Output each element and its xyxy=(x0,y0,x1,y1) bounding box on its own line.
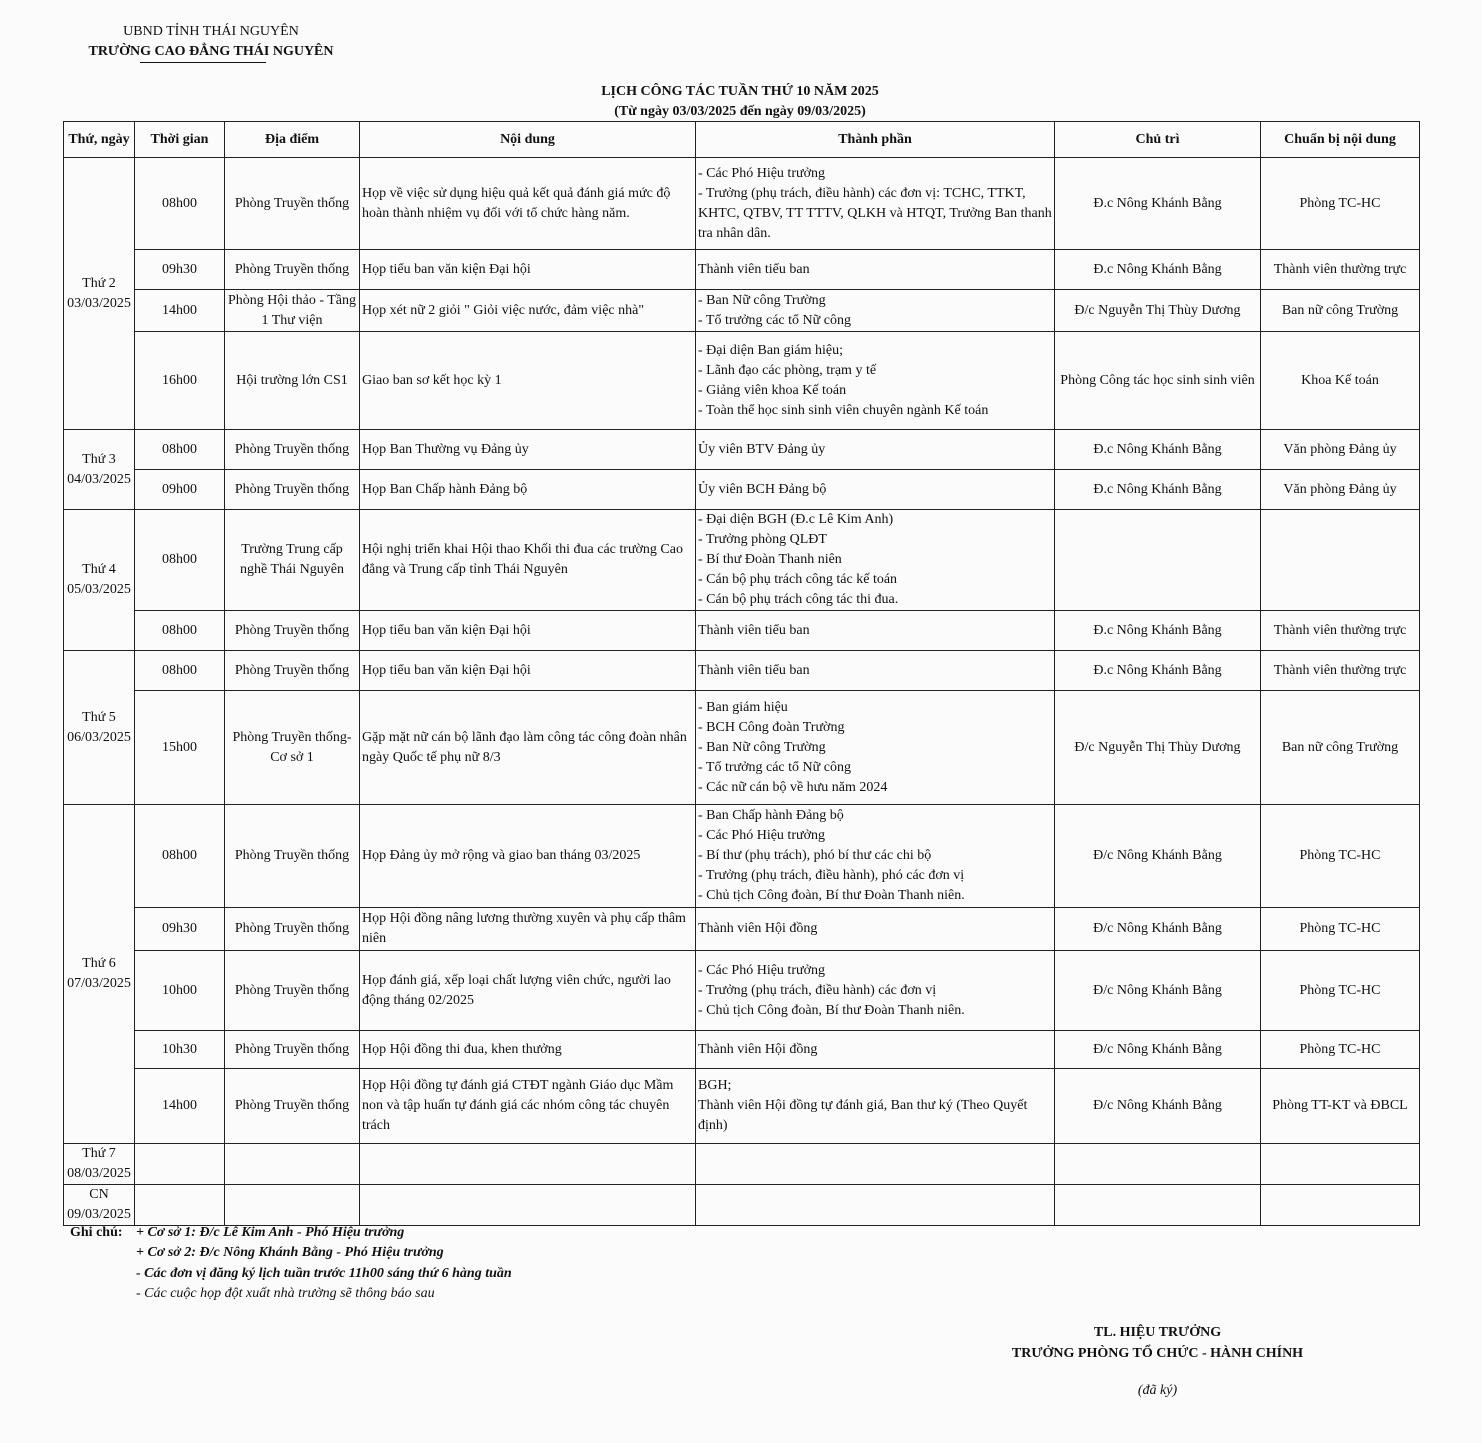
table-row xyxy=(64,332,1420,430)
content-cell: Họp tiểu ban văn kiện Đại hội xyxy=(360,250,696,290)
time-cell xyxy=(135,1144,225,1185)
table-row xyxy=(64,158,1420,250)
members-cell: - Ban Nữ công Trường - Tổ trưởng các tổ Nữ công xyxy=(696,290,1055,332)
time-cell: 08h00 xyxy=(135,805,225,908)
time-cell xyxy=(135,1185,225,1226)
header-underline xyxy=(140,62,266,63)
chair-cell: Đ/c Nông Khánh Bằng xyxy=(1055,951,1261,1031)
table-row xyxy=(64,290,1420,332)
document-title: LỊCH CÔNG TÁC TUẦN THỨ 10 NĂM 2025 xyxy=(601,84,879,99)
content-cell: Hội nghị triển khai Hội thao Khối thi đua các trường Cao đẳng và Trung cấp tỉnh Thái Nguyên xyxy=(360,510,696,611)
content-cell: Họp Hội đồng tự đánh giá CTĐT ngành Giáo dục Mầm non và tập huấn tự đánh giá các nhóm công tác chuyên trách xyxy=(360,1069,696,1144)
chair-cell: Đ.c Nông Khánh Bằng xyxy=(1055,158,1261,250)
members-cell: Ủy viên BCH Đảng bộ xyxy=(696,470,1055,510)
note-item: - Các đơn vị đăng ký lịch tuần trước 11h00 sáng thứ 6 hàng tuần xyxy=(136,1266,512,1281)
table-row xyxy=(64,470,1420,510)
table-row xyxy=(64,510,1420,611)
table-row xyxy=(64,1069,1420,1144)
document-title-block xyxy=(440,82,1040,122)
org-parent-name: UBND TỈNH THÁI NGUYÊN xyxy=(123,24,299,39)
place-cell: Phòng Truyền thống xyxy=(225,158,360,250)
table-row xyxy=(64,651,1420,691)
day-date: 06/03/2025 xyxy=(67,729,131,745)
time-cell: 08h00 xyxy=(135,158,225,250)
prep-cell: Ban nữ công Trường xyxy=(1261,691,1420,805)
chair-cell: Đ/c Nguyễn Thị Thùy Dương xyxy=(1055,691,1261,805)
chair-cell xyxy=(1055,510,1261,611)
prep-cell xyxy=(1261,1144,1420,1185)
time-cell: 09h30 xyxy=(135,250,225,290)
notes-label: Ghi chú: xyxy=(70,1225,123,1240)
chair-cell: Đ.c Nông Khánh Bằng xyxy=(1055,250,1261,290)
place-cell: Phòng Truyền thống xyxy=(225,908,360,951)
content-cell xyxy=(360,1185,696,1226)
table-row xyxy=(64,1185,1420,1226)
chair-cell: Đ/c Nguyễn Thị Thùy Dương xyxy=(1055,290,1261,332)
day-name: Thứ 5 xyxy=(82,709,116,725)
schedule-table xyxy=(63,121,1420,1226)
time-cell: 14h00 xyxy=(135,1069,225,1144)
day-name: Thứ 3 xyxy=(82,451,116,467)
table-row xyxy=(64,951,1420,1031)
time-cell: 15h00 xyxy=(135,691,225,805)
place-cell: Phòng Hội thảo - Tầng 1 Thư viện xyxy=(225,290,360,332)
members-cell: - Đại diện BGH (Đ.c Lê Kim Anh) - Trưởng phòng QLĐT - Bí thư Đoàn Thanh niên - Cán bộ phụ trách công tác kế toán - Cán bộ phụ trách công tác thi đua. xyxy=(696,510,1055,611)
content-cell: Họp xét nữ 2 giỏi " Giỏi việc nước, đảm việc nhà" xyxy=(360,290,696,332)
chair-cell xyxy=(1055,1185,1261,1226)
table-row xyxy=(64,1031,1420,1069)
members-cell xyxy=(696,1185,1055,1226)
signature-title: TL. HIỆU TRƯỞNG xyxy=(1093,1325,1222,1340)
content-cell: Họp Ban Thường vụ Đảng ủy xyxy=(360,430,696,470)
time-cell: 09h30 xyxy=(135,908,225,951)
members-cell: Ủy viên BTV Đảng ủy xyxy=(696,430,1055,470)
place-cell: Phòng Truyền thống xyxy=(225,611,360,651)
content-cell: Họp Hội đồng nâng lương thường xuyên và phụ cấp thâm niên xyxy=(360,908,696,951)
prep-cell: Thành viên thường trực xyxy=(1261,250,1420,290)
chair-cell xyxy=(1055,1144,1261,1185)
content-cell: Giao ban sơ kết học kỳ 1 xyxy=(360,332,696,430)
chair-cell: Đ.c Nông Khánh Bằng xyxy=(1055,611,1261,651)
place-cell: Hội trường lớn CS1 xyxy=(225,332,360,430)
time-cell: 14h00 xyxy=(135,290,225,332)
place-cell: Phòng Truyền thống xyxy=(225,470,360,510)
table-row xyxy=(64,805,1420,908)
prep-cell: Phòng TT-KT và ĐBCL xyxy=(1261,1069,1420,1144)
content-cell: Họp Hội đồng thi đua, khen thưởng xyxy=(360,1031,696,1069)
column-header-content: Nội dung xyxy=(360,122,696,158)
day-date: 09/03/2025 xyxy=(67,1207,131,1222)
time-cell: 09h00 xyxy=(135,470,225,510)
day-date: 07/03/2025 xyxy=(67,976,131,991)
prep-cell xyxy=(1261,1185,1420,1226)
content-cell: Họp Đảng ủy mở rộng và giao ban tháng 03/2025 xyxy=(360,805,696,908)
day-cell xyxy=(64,1144,135,1185)
place-cell xyxy=(225,1144,360,1185)
members-cell: BGH; Thành viên Hội đồng tự đánh giá, Ban thư ký (Theo Quyết định) xyxy=(696,1069,1055,1144)
prep-cell: Ban nữ công Trường xyxy=(1261,290,1420,332)
day-date: 05/03/2025 xyxy=(67,582,131,597)
members-cell xyxy=(696,1144,1055,1185)
place-cell xyxy=(225,1185,360,1226)
members-cell: - Ban giám hiệu - BCH Công đoàn Trường - Ban Nữ công Trường - Tổ trưởng các tổ Nữ công - Các nữ cán bộ về hưu năm 2024 xyxy=(696,691,1055,805)
place-cell: Phòng Truyền thống xyxy=(225,1069,360,1144)
chair-cell: Đ/c Nông Khánh Bằng xyxy=(1055,1069,1261,1144)
members-cell: Thành viên tiểu ban xyxy=(696,250,1055,290)
chair-cell: Đ/c Nông Khánh Bằng xyxy=(1055,908,1261,951)
place-cell: Phòng Truyền thống xyxy=(225,430,360,470)
prep-cell: Phòng TC-HC xyxy=(1261,908,1420,951)
prep-cell xyxy=(1261,510,1420,611)
place-cell: Phòng Truyền thống xyxy=(225,651,360,691)
day-date: 03/03/2025 xyxy=(67,295,131,311)
table-row xyxy=(64,611,1420,651)
table-row xyxy=(64,691,1420,805)
column-header-place: Địa điểm xyxy=(225,122,360,158)
place-cell: Phòng Truyền thống xyxy=(225,1031,360,1069)
members-cell: - Các Phó Hiệu trưởng - Trưởng (phụ trách, điều hành) các đơn vị: TCHC, TTKT, KHTC, QTBV, TT TTTV, QLKH và HTQT, Trưởng Ban thanh tra nhân dân. xyxy=(696,158,1055,250)
time-cell: 08h00 xyxy=(135,510,225,611)
document-subtitle: (Từ ngày 03/03/2025 đến ngày 09/03/2025) xyxy=(614,104,866,119)
content-cell: Họp về việc sử dụng hiệu quả kết quả đánh giá mức độ hoàn thành nhiệm vụ đối với tổ chức hàng năm. xyxy=(360,158,696,250)
prep-cell: Thành viên thường trực xyxy=(1261,651,1420,691)
note-item: + Cơ sở 1: Đ/c Lê Kim Anh - Phó Hiệu trưởng xyxy=(136,1225,405,1240)
members-cell: Thành viên Hội đồng xyxy=(696,1031,1055,1069)
note-item: + Cơ sở 2: Đ/c Nông Khánh Bằng - Phó Hiệu trưởng xyxy=(136,1245,444,1260)
prep-cell: Khoa Kế toán xyxy=(1261,332,1420,430)
chair-cell: Đ.c Nông Khánh Bằng xyxy=(1055,651,1261,691)
day-cell xyxy=(64,651,135,805)
content-cell: Họp tiểu ban văn kiện Đại hội xyxy=(360,611,696,651)
signature-position: TRƯỞNG PHÒNG TỔ CHỨC - HÀNH CHÍNH xyxy=(1011,1346,1304,1361)
table-row xyxy=(64,250,1420,290)
column-header-prep: Chuẩn bị nội dung xyxy=(1261,122,1420,158)
day-date: 04/03/2025 xyxy=(67,471,131,487)
content-cell xyxy=(360,1144,696,1185)
day-date: 08/03/2025 xyxy=(67,1166,131,1181)
day-name: Thứ 2 xyxy=(82,275,116,291)
organization-header xyxy=(80,22,342,62)
chair-cell: Đ/c Nông Khánh Bằng xyxy=(1055,805,1261,908)
place-cell: Phòng Truyền thống- Cơ sở 1 xyxy=(225,691,360,805)
prep-cell: Phòng TC-HC xyxy=(1261,951,1420,1031)
time-cell: 08h00 xyxy=(135,611,225,651)
time-cell: 10h30 xyxy=(135,1031,225,1069)
chair-cell: Đ.c Nông Khánh Bằng xyxy=(1055,430,1261,470)
prep-cell: Văn phòng Đảng ủy xyxy=(1261,430,1420,470)
content-cell: Gặp mặt nữ cán bộ lãnh đạo làm công tác công đoàn nhân ngày Quốc tế phụ nữ 8/3 xyxy=(360,691,696,805)
place-cell: Phòng Truyền thống xyxy=(225,805,360,908)
day-name: Thứ 4 xyxy=(82,562,116,577)
place-cell: Phòng Truyền thống xyxy=(225,951,360,1031)
members-cell: Thành viên Hội đồng xyxy=(696,908,1055,951)
time-cell: 16h00 xyxy=(135,332,225,430)
table-row xyxy=(64,430,1420,470)
members-cell: Thành viên tiểu ban xyxy=(696,611,1055,651)
chair-cell: Đ.c Nông Khánh Bằng xyxy=(1055,470,1261,510)
chair-cell: Phòng Công tác học sinh sinh viên xyxy=(1055,332,1261,430)
table-row xyxy=(64,908,1420,951)
members-cell: Thành viên tiểu ban xyxy=(696,651,1055,691)
table-header-row xyxy=(64,122,1420,158)
time-cell: 10h00 xyxy=(135,951,225,1031)
members-cell: - Ban Chấp hành Đảng bộ - Các Phó Hiệu trưởng - Bí thư (phụ trách), phó bí thư các chi bộ - Trưởng (phụ trách, điều hành), phó các đơn vị - Chủ tịch Công đoàn, Bí thư Đoàn Thanh niên. xyxy=(696,805,1055,908)
content-cell: Họp tiểu ban văn kiện Đại hội xyxy=(360,651,696,691)
prep-cell: Phòng TC-HC xyxy=(1261,1031,1420,1069)
day-cell xyxy=(64,430,135,510)
prep-cell: Thành viên thường trực xyxy=(1261,611,1420,651)
table-row xyxy=(64,1144,1420,1185)
column-header-members: Thành phần xyxy=(696,122,1055,158)
prep-cell: Văn phòng Đảng ủy xyxy=(1261,470,1420,510)
prep-cell: Phòng TC-HC xyxy=(1261,158,1420,250)
column-header-day: Thứ, ngày xyxy=(64,122,135,158)
content-cell: Họp Ban Chấp hành Đảng bộ xyxy=(360,470,696,510)
place-cell: Trường Trung cấp nghề Thái Nguyên xyxy=(225,510,360,611)
day-cell xyxy=(64,510,135,651)
members-cell: - Đại diện Ban giám hiệu; - Lãnh đạo các phòng, trạm y tế - Giảng viên khoa Kế toán - Toàn thể học sinh sinh viên chuyên ngành Kế toán xyxy=(696,332,1055,430)
content-cell: Họp đánh giá, xếp loại chất lượng viên chức, người lao động tháng 02/2025 xyxy=(360,951,696,1031)
org-school-name: TRƯỜNG CAO ĐẲNG THÁI NGUYÊN xyxy=(88,44,334,59)
column-header-chair: Chủ trì xyxy=(1055,122,1261,158)
column-header-time: Thời gian xyxy=(135,122,225,158)
day-name: CN xyxy=(89,1187,109,1202)
day-name: Thứ 7 xyxy=(82,1146,116,1161)
chair-cell: Đ/c Nông Khánh Bằng xyxy=(1055,1031,1261,1069)
time-cell: 08h00 xyxy=(135,430,225,470)
day-cell xyxy=(64,805,135,1144)
signed-note: (đã ký) xyxy=(1137,1383,1178,1398)
note-item: - Các cuộc họp đột xuất nhà trường sẽ thông báo sau xyxy=(136,1286,435,1301)
members-cell: - Các Phó Hiệu trưởng - Trưởng (phụ trách, điều hành) các đơn vị - Chủ tịch Công đoàn, Bí thư Đoàn Thanh niên. xyxy=(696,951,1055,1031)
time-cell: 08h00 xyxy=(135,651,225,691)
day-cell xyxy=(64,1185,135,1226)
signature-block xyxy=(990,1322,1325,1364)
place-cell: Phòng Truyền thống xyxy=(225,250,360,290)
day-cell xyxy=(64,158,135,430)
prep-cell: Phòng TC-HC xyxy=(1261,805,1420,908)
day-name: Thứ 6 xyxy=(82,956,116,971)
